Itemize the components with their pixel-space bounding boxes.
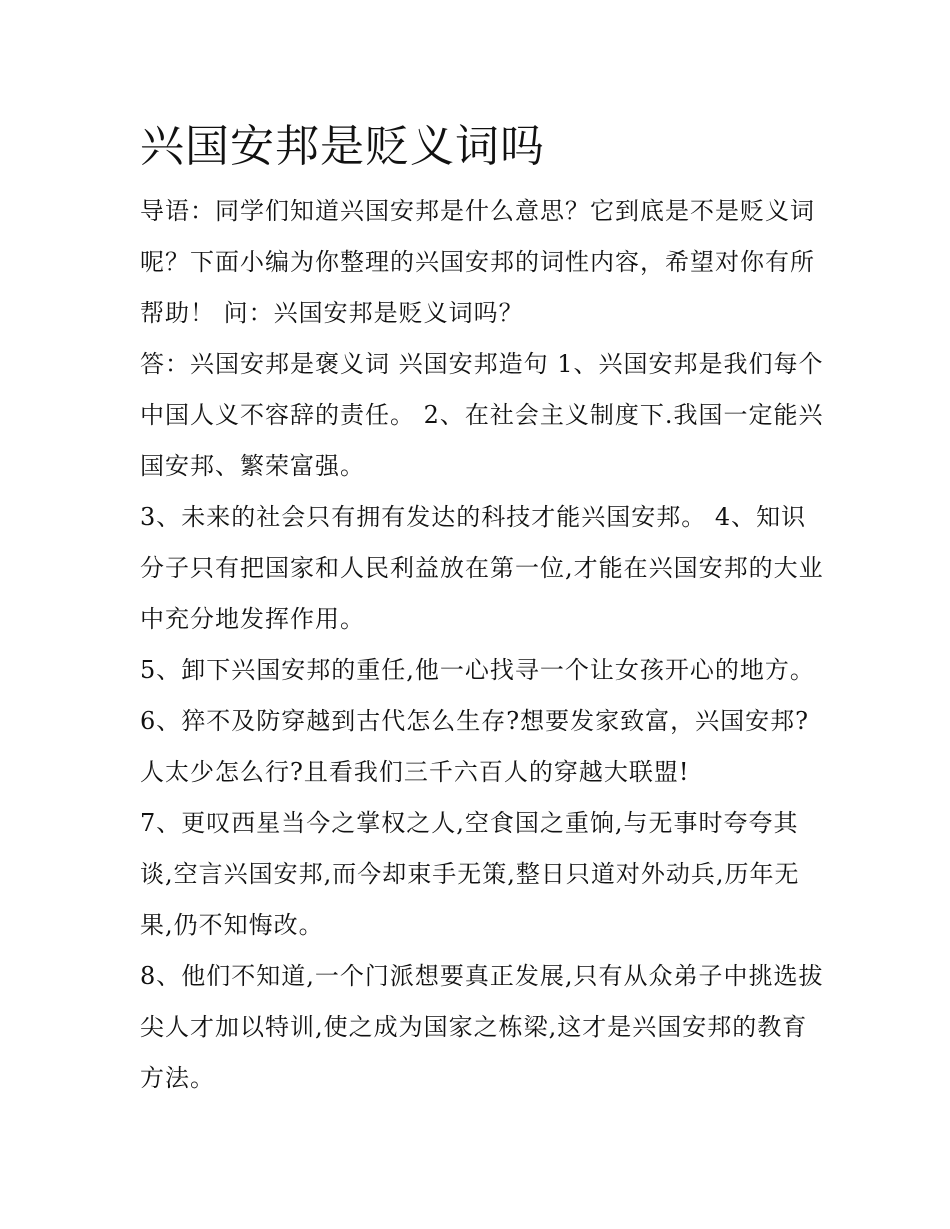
paragraph-answer: 答：兴国安邦是褒义词 兴国安邦造句 1、兴国安邦是我们每个中国人义不容辞的责任。 2、在社会主义制度下.我国一定能兴国安邦、繁荣富强。 [140, 350, 824, 480]
paragraph-sentence-8: 8、他们不知道,一个门派想要真正发展,只有从众弟子中挑选拔尖人才加以特训,使之成为国家之栋梁,这才是兴国安邦的教育方法。 [140, 962, 824, 1092]
paragraph-sentence-6: 6、猝不及防穿越到古代怎么生存?想要发家致富，兴国安邦?人太少怎么行?且看我们三千六百人的穿越大联盟! [140, 707, 810, 786]
paragraph-sentences-3-4: 3、未来的社会只有拥有发达的科技才能兴国安邦。 4、知识分子只有把国家和人民利益放在第一位,才能在兴国安邦的大业中充分地发挥作用。 [140, 503, 824, 633]
paragraph-sentence-7: 7、更叹西星当今之掌权之人,空食国之重饷,与无事时夸夸其谈,空言兴国安邦,而今却束手无策,整日只道对外动兵,历年无果,仍不知悔改。 [140, 809, 800, 939]
document-page [140, 112, 830, 1104]
paragraph-sentence-5: 5、卸下兴国安邦的重任,他一心找寻一个让女孩开心的地方。 [140, 656, 815, 684]
document-title: 兴国安邦是贬义词吗 [140, 121, 545, 172]
paragraph-intro: 导语：同学们知道兴国安邦是什么意思？它到底是不是贬义词呢？下面小编为你整理的兴国安邦的词性内容，希望对你有所帮助！ 问：兴国安邦是贬义词吗？ [140, 197, 815, 327]
